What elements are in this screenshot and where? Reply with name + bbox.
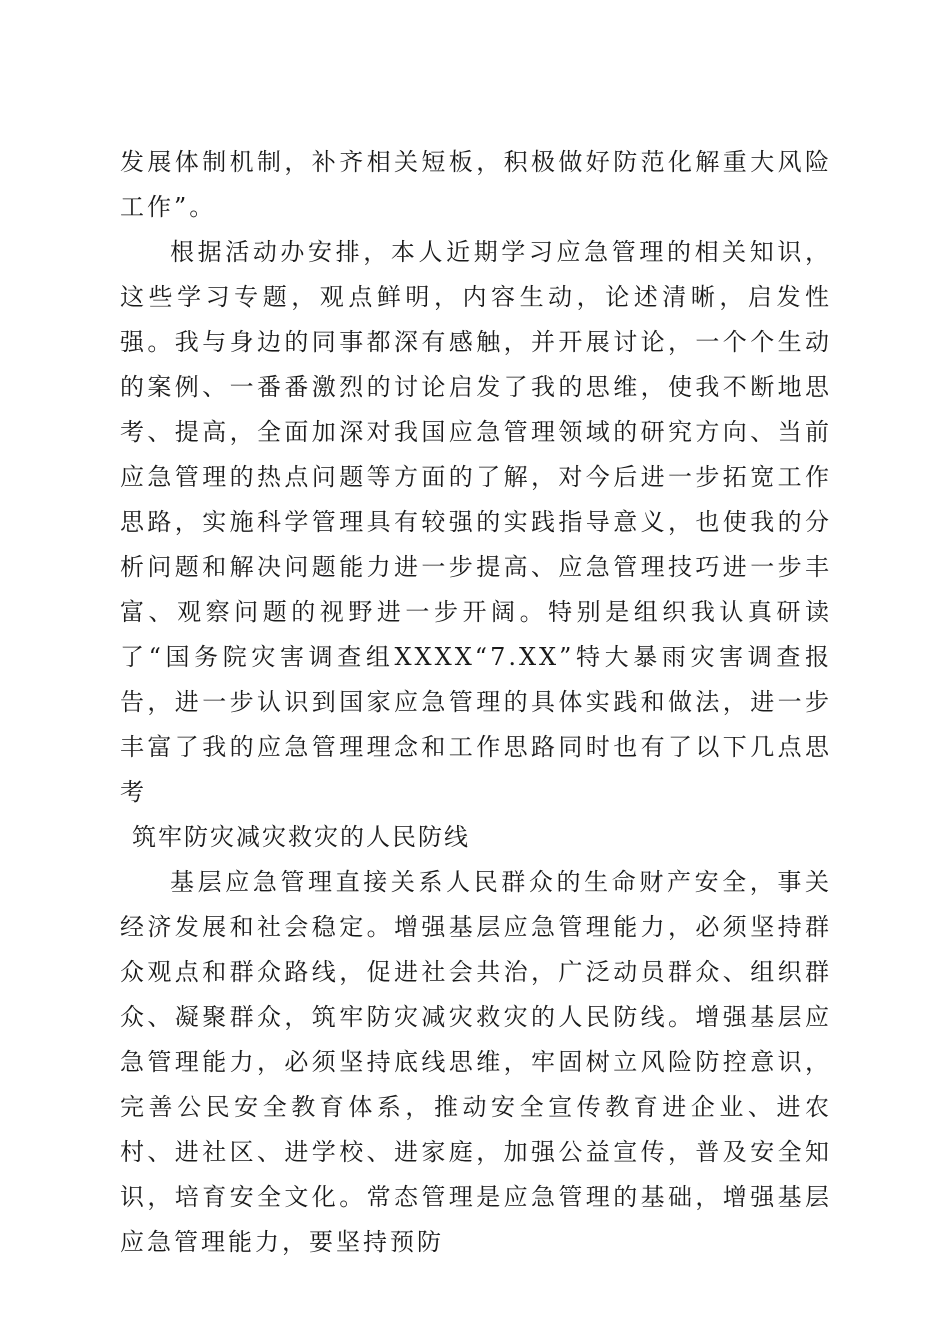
paragraph-continuation: 发展体制机制，补齐相关短板，积极做好防范化解重大风险工作”。 (120, 148, 832, 221)
document-body (120, 140, 832, 1265)
section-heading: 筑牢防灾减灾救灾的人民防线 (132, 823, 470, 851)
paragraph-study-reflection: 根据活动办安排，本人近期学习应急管理的相关知识，这些学习专题，观点鲜明，内容生动，论述清晰，启发性强。我与身边的同事都深有感触，并开展讨论，一个个生动的案例、一番番激烈的讨论启发了我的思维，使我不断地思考、提高，全面加深对我国应急管理领域的研究方向、当前应急管理的热点问题等方面的了解，对今后进一步拓宽工作思路，实施科学管理具有较强的实践指导意义，也使我的分析问题和解决问题能力进一步提高、应急管理技巧进一步丰富、观察问题的视野进一步开阔。特别是组织我认真研读了“国务院灾害调查组XXXX“7.XX”特大暴雨灾害调查报告，进一步认识到国家应急管理的具体实践和做法，进一步丰富了我的应急管理理念和工作思路同时也有了以下几点思考 (120, 238, 832, 806)
paragraph-grassroots-emergency: 基层应急管理直接关系人民群众的生命财产安全，事关经济发展和社会稳定。增强基层应急管理能力，必须坚持群众观点和群众路线，促进社会共治，广泛动员群众、组织群众、凝聚群众，筑牢防灾减灾救灾的人民防线。增强基层应急管理能力，必须坚持底线思维，牢固树立风险防控意识，完善公民安全教育体系，推动安全宣传教育进企业、进农村、进社区、进学校、进家庭，加强公益宣传，普及安全知识，培育安全文化。常态管理是应急管理的基础，增强基层应急管理能力，要坚持预防 (120, 868, 832, 1256)
